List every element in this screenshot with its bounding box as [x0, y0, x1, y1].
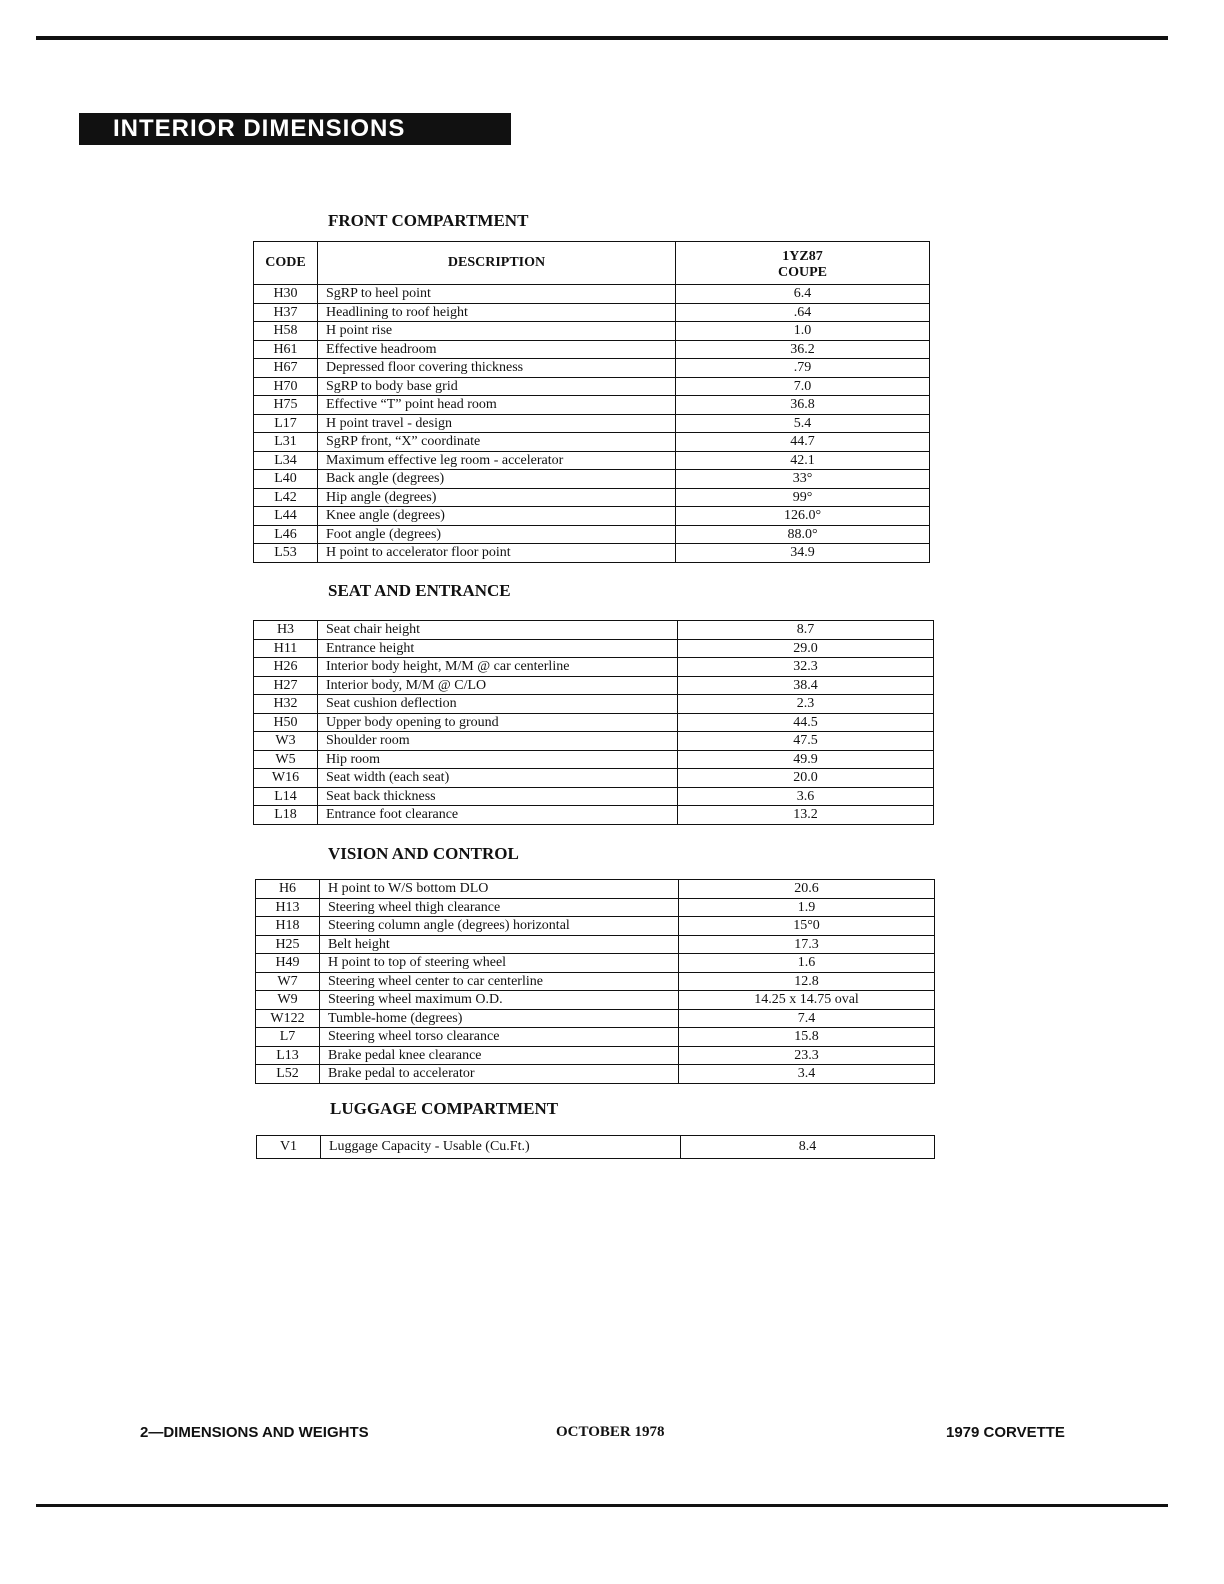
table-row	[254, 713, 934, 732]
row-code: W16	[254, 769, 318, 788]
row-value: 20.6	[679, 880, 935, 899]
table-row	[257, 1136, 935, 1159]
row-value: 7.4	[679, 1009, 935, 1028]
row-code: L17	[254, 414, 318, 433]
table-row	[254, 507, 930, 526]
table-row	[256, 954, 935, 973]
table-row	[254, 621, 934, 640]
row-value: 8.4	[681, 1136, 935, 1159]
row-description: Headlining to roof height	[318, 303, 676, 322]
row-value: 8.7	[678, 621, 934, 640]
row-description: Foot angle (degrees)	[318, 525, 676, 544]
row-value: 88.0°	[676, 525, 930, 544]
row-code: L44	[254, 507, 318, 526]
row-description: Luggage Capacity - Usable (Cu.Ft.)	[321, 1136, 681, 1159]
table-row	[256, 991, 935, 1010]
row-value: 5.4	[676, 414, 930, 433]
row-code: L46	[254, 525, 318, 544]
row-code: L18	[254, 806, 318, 825]
row-code: L42	[254, 488, 318, 507]
row-value: 15.8	[679, 1028, 935, 1047]
table-row	[254, 470, 930, 489]
top-rule	[36, 36, 1168, 40]
table-row	[254, 488, 930, 507]
row-value: 36.2	[676, 340, 930, 359]
row-code: H70	[254, 377, 318, 396]
row-code: H37	[254, 303, 318, 322]
table-row	[254, 285, 930, 304]
table-row	[256, 1028, 935, 1047]
row-code: W122	[256, 1009, 320, 1028]
table-row	[256, 935, 935, 954]
row-code: H6	[256, 880, 320, 899]
header-model-code: 1YZ87	[782, 249, 823, 264]
row-value: 47.5	[678, 732, 934, 751]
footer-model-name: 1979 CORVETTE	[946, 1424, 1065, 1441]
table-row	[254, 806, 934, 825]
table-row	[254, 787, 934, 806]
row-code: L40	[254, 470, 318, 489]
table-row	[254, 695, 934, 714]
row-code: L7	[256, 1028, 320, 1047]
header-model	[676, 242, 930, 285]
row-code: L14	[254, 787, 318, 806]
row-description: Belt height	[320, 935, 679, 954]
section-title-front-compartment: FRONT COMPARTMENT	[328, 211, 529, 230]
seat-and-entrance-table	[253, 620, 934, 825]
row-description: Interior body, M/M @ C/LO	[318, 676, 678, 695]
row-description: Entrance foot clearance	[318, 806, 678, 825]
row-code: L31	[254, 433, 318, 452]
row-description: Upper body opening to ground	[318, 713, 678, 732]
table-row	[256, 972, 935, 991]
table-row	[256, 917, 935, 936]
row-value: .79	[676, 359, 930, 378]
header-body-style: COUPE	[778, 265, 827, 280]
row-code: H61	[254, 340, 318, 359]
row-value: 1.6	[679, 954, 935, 973]
table-row	[254, 451, 930, 470]
row-description: Back angle (degrees)	[318, 470, 676, 489]
row-description: H point rise	[318, 322, 676, 341]
row-value: 29.0	[678, 639, 934, 658]
row-value: 20.0	[678, 769, 934, 788]
luggage-compartment-table	[256, 1135, 935, 1159]
row-code: H58	[254, 322, 318, 341]
row-code: W3	[254, 732, 318, 751]
row-value: 36.8	[676, 396, 930, 415]
table-row	[254, 377, 930, 396]
row-value: 126.0°	[676, 507, 930, 526]
table-row	[254, 732, 934, 751]
table-row	[254, 340, 930, 359]
row-description: SgRP front, “X” coordinate	[318, 433, 676, 452]
row-code: W5	[254, 750, 318, 769]
row-value: 3.4	[679, 1065, 935, 1084]
section-title-luggage-compartment: LUGGAGE COMPARTMENT	[330, 1099, 559, 1118]
vision-and-control-table	[255, 879, 935, 1084]
table-row	[254, 433, 930, 452]
table-row	[256, 1065, 935, 1084]
row-description: Brake pedal knee clearance	[320, 1046, 679, 1065]
row-description: Seat cushion deflection	[318, 695, 678, 714]
row-value: 13.2	[678, 806, 934, 825]
row-value: 17.3	[679, 935, 935, 954]
table-row	[256, 1046, 935, 1065]
table-row	[254, 769, 934, 788]
row-value: 42.1	[676, 451, 930, 470]
row-code: L53	[254, 544, 318, 563]
row-description: Hip angle (degrees)	[318, 488, 676, 507]
table-row	[254, 525, 930, 544]
row-description: Seat back thickness	[318, 787, 678, 806]
table-row	[254, 414, 930, 433]
row-code: L13	[256, 1046, 320, 1065]
table-row	[256, 898, 935, 917]
bottom-rule	[36, 1504, 1168, 1507]
row-code: H26	[254, 658, 318, 677]
row-description: Effective headroom	[318, 340, 676, 359]
row-value: .64	[676, 303, 930, 322]
row-code: H75	[254, 396, 318, 415]
table-row	[254, 658, 934, 677]
row-value: 49.9	[678, 750, 934, 769]
row-description: Steering wheel center to car centerline	[320, 972, 679, 991]
row-code: H3	[254, 621, 318, 640]
row-value: 38.4	[678, 676, 934, 695]
row-value: 44.7	[676, 433, 930, 452]
row-description: Tumble-home (degrees)	[320, 1009, 679, 1028]
row-description: SgRP to body base grid	[318, 377, 676, 396]
row-description: Steering wheel thigh clearance	[320, 898, 679, 917]
row-code: W7	[256, 972, 320, 991]
table-row	[254, 322, 930, 341]
header-code: CODE	[254, 242, 318, 285]
row-value: 12.8	[679, 972, 935, 991]
section-title-seat-and-entrance: SEAT AND ENTRANCE	[328, 581, 511, 600]
row-code: H18	[256, 917, 320, 936]
table-header-row	[254, 242, 930, 285]
row-description: H point to top of steering wheel	[320, 954, 679, 973]
row-value: 7.0	[676, 377, 930, 396]
row-code: H32	[254, 695, 318, 714]
row-value: 44.5	[678, 713, 934, 732]
row-value: 15°0	[679, 917, 935, 936]
row-value: 3.6	[678, 787, 934, 806]
row-description: H point travel - design	[318, 414, 676, 433]
row-description: Steering column angle (degrees) horizontal	[320, 917, 679, 936]
row-code: W9	[256, 991, 320, 1010]
row-code: H27	[254, 676, 318, 695]
row-description: H point to W/S bottom DLO	[320, 880, 679, 899]
row-description: Seat chair height	[318, 621, 678, 640]
row-value: 1.9	[679, 898, 935, 917]
row-description: Maximum effective leg room - accelerator	[318, 451, 676, 470]
row-description: Hip room	[318, 750, 678, 769]
row-value: 34.9	[676, 544, 930, 563]
row-description: Seat width (each seat)	[318, 769, 678, 788]
table-row	[254, 676, 934, 695]
table-row	[254, 750, 934, 769]
row-description: Knee angle (degrees)	[318, 507, 676, 526]
row-description: Entrance height	[318, 639, 678, 658]
row-value: 14.25 x 14.75 oval	[679, 991, 935, 1010]
row-description: Steering wheel torso clearance	[320, 1028, 679, 1047]
row-description: SgRP to heel point	[318, 285, 676, 304]
row-code: H50	[254, 713, 318, 732]
table-row	[254, 639, 934, 658]
table-row	[256, 880, 935, 899]
table-row	[254, 544, 930, 563]
row-code: H25	[256, 935, 320, 954]
row-description: H point to accelerator floor point	[318, 544, 676, 563]
row-value: 33°	[676, 470, 930, 489]
row-value: 2.3	[678, 695, 934, 714]
section-title-vision-and-control: VISION AND CONTROL	[328, 844, 519, 863]
table-row	[256, 1009, 935, 1028]
page-banner: INTERIOR DIMENSIONS	[79, 113, 511, 145]
header-description: DESCRIPTION	[318, 242, 676, 285]
row-code: V1	[257, 1136, 321, 1159]
footer-date: OCTOBER 1978	[556, 1424, 665, 1440]
table-row	[254, 359, 930, 378]
row-value: 6.4	[676, 285, 930, 304]
front-compartment-table	[253, 241, 930, 563]
row-description: Shoulder room	[318, 732, 678, 751]
row-description: Interior body height, M/M @ car centerline	[318, 658, 678, 677]
row-code: L52	[256, 1065, 320, 1084]
row-description: Brake pedal to accelerator	[320, 1065, 679, 1084]
row-value: 32.3	[678, 658, 934, 677]
table-row	[254, 396, 930, 415]
row-value: 23.3	[679, 1046, 935, 1065]
row-code: H67	[254, 359, 318, 378]
row-code: H13	[256, 898, 320, 917]
row-value: 1.0	[676, 322, 930, 341]
row-value: 99°	[676, 488, 930, 507]
row-description: Depressed floor covering thickness	[318, 359, 676, 378]
row-code: H30	[254, 285, 318, 304]
row-code: H49	[256, 954, 320, 973]
row-description: Steering wheel maximum O.D.	[320, 991, 679, 1010]
table-row	[254, 303, 930, 322]
row-code: L34	[254, 451, 318, 470]
footer-section-label: 2—DIMENSIONS AND WEIGHTS	[140, 1424, 369, 1441]
row-code: H11	[254, 639, 318, 658]
row-description: Effective “T” point head room	[318, 396, 676, 415]
